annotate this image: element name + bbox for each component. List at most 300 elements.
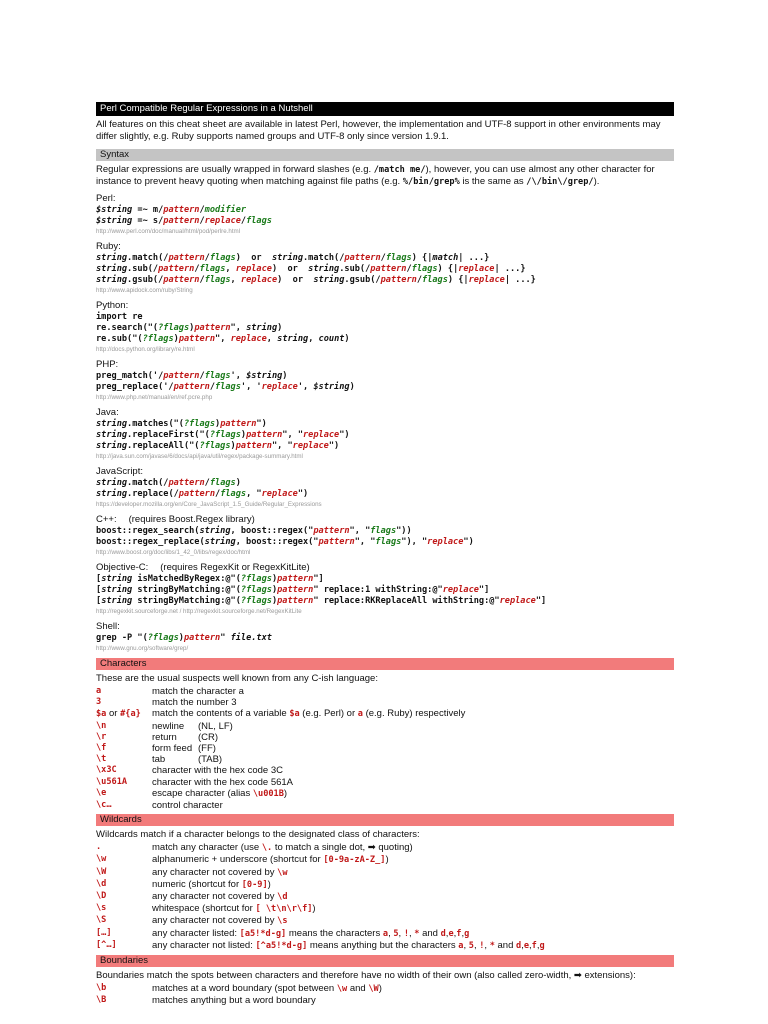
code-token: replace	[458, 264, 495, 274]
code-token: | ...}	[504, 275, 536, 285]
row-key	[96, 995, 152, 1006]
code-token: .gsub(/	[127, 275, 164, 285]
code-token: )	[349, 382, 355, 392]
code-token: pattern	[313, 526, 350, 536]
language-title	[96, 621, 674, 633]
code-token: string	[308, 264, 340, 274]
code-token: ',	[297, 382, 314, 392]
description-token: [0-9]	[241, 879, 268, 890]
code-token: flags	[209, 478, 236, 488]
key-token: \S	[96, 915, 107, 926]
code-token: pattern	[318, 537, 355, 547]
description-token: ,	[461, 927, 465, 939]
description-token: [ \t\n\r\f]	[255, 904, 313, 915]
description-token: control character	[152, 800, 223, 812]
code-line	[96, 441, 674, 452]
code-token: pattern	[163, 371, 200, 381]
language-block	[96, 621, 674, 653]
code-line	[96, 264, 674, 275]
row-key	[96, 854, 152, 866]
code-token: pattern	[344, 253, 381, 263]
code-token: /	[194, 264, 200, 274]
table-row	[96, 891, 545, 903]
key-token: $a	[96, 709, 107, 720]
description-token: match the character a	[152, 686, 244, 697]
code-token: /	[204, 478, 210, 488]
description-token: \W	[368, 984, 379, 995]
description-token: character with the hex code 561A	[152, 776, 294, 788]
code-token: replace	[240, 275, 278, 285]
code-token: pattern	[220, 419, 257, 429]
code-token: stringByMatching:@"(	[132, 596, 241, 606]
code-token: ) {|	[447, 275, 469, 285]
code-token: /	[406, 264, 412, 274]
code-line	[96, 596, 674, 607]
code-token: string	[96, 419, 128, 429]
code-token: replace	[235, 264, 272, 274]
code-token: pattern	[163, 205, 200, 215]
description-token: f	[531, 940, 537, 951]
code-line	[96, 430, 674, 441]
code-token: )	[240, 430, 247, 440]
key-token: a	[96, 686, 102, 696]
code-token: replace	[204, 216, 241, 226]
code-token: .match(/	[303, 253, 345, 263]
code-token: " replace:1 withString:@"	[313, 585, 443, 595]
code-line	[96, 382, 674, 393]
description-token: d	[440, 928, 446, 939]
code-token: pattern	[246, 430, 283, 440]
code-line	[96, 574, 674, 585]
code-token: [	[96, 574, 102, 584]
code-token: .replaceAll("(	[127, 441, 200, 451]
language-title	[96, 300, 674, 312]
description-token: ,	[473, 939, 480, 951]
section-heading-syntax: Syntax	[96, 149, 674, 161]
key-token: \w	[96, 854, 107, 865]
code-token: /	[204, 253, 210, 263]
code-token: replace	[230, 334, 267, 344]
code-token: ,	[266, 334, 278, 344]
code-line	[96, 312, 674, 323]
key-token: \r	[96, 731, 107, 742]
reference-link: http://www.perl.com/doc/manual/html/pod/perlre.html	[96, 228, 241, 235]
code-token: "), "	[401, 537, 428, 547]
language-block	[96, 514, 674, 557]
description-token: ,	[409, 927, 415, 939]
key-token: \s	[96, 903, 107, 914]
code-token: ",	[215, 334, 231, 344]
description-token: (e.g. Ruby) respectively	[362, 708, 466, 720]
row-key	[96, 708, 152, 720]
code-token: ,	[308, 334, 319, 344]
description-token: matches anything but a word boundary	[152, 995, 316, 1007]
language-block	[96, 466, 674, 509]
description-token: \d	[277, 892, 288, 903]
row-description	[152, 842, 545, 854]
language-name: C++:	[96, 514, 117, 525]
code-token: "]	[535, 596, 547, 606]
key-token: \d	[96, 878, 107, 889]
description-token: (TAB)	[198, 754, 223, 766]
code-token: .replaceFirst("(	[127, 430, 210, 440]
row-description	[152, 743, 465, 754]
code-line	[96, 526, 674, 537]
description-token: (CR)	[198, 731, 219, 743]
code-token: pattern	[380, 275, 417, 285]
row-key	[96, 754, 152, 765]
code-token: ", "	[349, 526, 371, 536]
language-name: Shell:	[96, 621, 120, 632]
description-token: and	[419, 927, 441, 939]
code-token: replace	[292, 441, 329, 451]
language-title	[96, 359, 674, 371]
key-token: \t	[96, 754, 107, 765]
description-token: \u001B	[252, 788, 284, 799]
language-block	[96, 241, 674, 295]
table-row	[96, 686, 465, 697]
code-token: ',	[230, 371, 247, 381]
code-token: /	[416, 275, 423, 285]
code-token: ?flags	[142, 334, 174, 344]
code-token: preg_replace('/	[96, 382, 174, 392]
code-token: file.txt	[230, 633, 272, 643]
description-token: and	[494, 939, 517, 951]
row-description	[152, 777, 465, 788]
language-name: Java:	[96, 407, 119, 418]
table-row	[96, 777, 465, 788]
code-token: )	[277, 323, 283, 333]
row-key	[96, 743, 152, 754]
code-token: flags	[209, 253, 236, 263]
key-token: \f	[96, 743, 107, 754]
description-token: \s	[277, 916, 288, 927]
code-token: )	[282, 371, 288, 381]
code-line	[96, 216, 674, 227]
code-token: pattern	[158, 264, 195, 274]
language-title	[96, 514, 674, 526]
code-token: /	[199, 275, 205, 285]
reference-link: http://java.sun.com/javase/6/docs/api/java/util/regex/package-summary.html	[96, 453, 303, 460]
row-description	[152, 800, 465, 811]
code-token: string	[271, 253, 303, 263]
description-token: means anything but the characters	[307, 939, 459, 951]
code-token: pattern	[183, 633, 221, 643]
description-token: match the contents of a variable	[152, 708, 290, 720]
code-token: string	[96, 489, 128, 499]
row-description	[152, 915, 545, 927]
language-name: Ruby:	[96, 241, 121, 252]
code-token: string	[96, 275, 128, 285]
syntax-desc-text-1: Regular expressions are usually wrapped in forward slashes (e.g.	[96, 164, 374, 175]
language-name: PHP:	[96, 359, 119, 370]
syntax-desc-code-3: /\/bin\/grep/	[526, 177, 594, 187]
section-heading-wildcards: Wildcards	[96, 814, 674, 826]
row-key	[96, 915, 152, 927]
code-token: flags	[215, 382, 241, 392]
table-row	[96, 697, 465, 708]
description-token: ,	[453, 927, 457, 939]
code-token: ")	[339, 430, 350, 440]
code-token: =~ s/	[132, 216, 164, 226]
row-key	[96, 697, 152, 708]
row-key	[96, 879, 152, 891]
code-token: " replace:RKReplaceAll withString:@"	[313, 596, 500, 606]
code-line	[96, 633, 674, 644]
description-token: g	[464, 928, 470, 939]
row-description	[152, 867, 545, 879]
table-row	[96, 983, 382, 995]
code-token: "]	[313, 574, 324, 584]
code-token: .match(/	[127, 253, 169, 263]
code-token: replace	[261, 382, 298, 392]
code-token: ?flags	[183, 419, 216, 429]
description-token: \w	[277, 867, 288, 878]
description-token: )	[312, 903, 316, 915]
table-row	[96, 867, 545, 879]
key-token: \u561A	[96, 776, 128, 787]
code-token: /	[199, 205, 205, 215]
description-token: g	[539, 940, 545, 951]
reference-link: http://www.boost.org/doc/libs/1_42_0/libs/regex/doc/html	[96, 549, 251, 556]
code-token: ?flags	[147, 633, 179, 643]
code-token: ,	[225, 264, 236, 274]
description-token: a	[458, 940, 464, 951]
wildcards-table	[96, 842, 545, 952]
code-token: preg_match('/	[96, 371, 164, 381]
code-line	[96, 323, 674, 334]
table-row	[96, 879, 545, 891]
description-token: ,	[529, 939, 532, 951]
description-token: [0-9a-zA-Z_]	[323, 855, 386, 866]
description-token: ,	[445, 927, 449, 939]
code-line	[96, 585, 674, 596]
code-token: pattern	[277, 574, 314, 584]
code-token: stringByMatching:@"(	[132, 585, 241, 595]
description-token: (FF)	[198, 743, 216, 755]
row-key	[96, 891, 152, 903]
row-key	[96, 788, 152, 800]
code-token: pattern	[163, 216, 200, 226]
code-token: replace	[427, 537, 464, 547]
reference-link: https://developer.mozilla.org/en/Core_JavaScript_1.5_Guide/Regular_Expressions	[96, 501, 322, 508]
code-token: flags	[204, 371, 231, 381]
code-line	[96, 275, 674, 286]
reference-link: http://www.php.net/manual/en/ref.pcre.php	[96, 394, 213, 401]
description-token: (e.g. Perl) or	[299, 708, 358, 720]
code-token: replace	[468, 275, 505, 285]
code-token: $string	[246, 371, 283, 381]
description-token: [^a5!*d-g]	[255, 940, 308, 951]
characters-table	[96, 686, 465, 811]
table-row	[96, 754, 465, 765]
description-token: ,	[536, 939, 540, 951]
description-token: d	[516, 940, 522, 951]
code-token: ", "	[282, 430, 303, 440]
description-token: form feed	[152, 743, 193, 755]
table-row	[96, 765, 465, 776]
description-token: any character listed:	[152, 927, 240, 939]
description-token: e	[523, 940, 530, 951]
code-line	[96, 478, 674, 489]
table-row	[96, 995, 382, 1006]
description-token: )	[378, 983, 382, 995]
code-token: ', '	[240, 382, 262, 392]
row-description	[152, 708, 465, 720]
code-token: , boost::regex("	[230, 526, 314, 536]
code-token: string	[96, 441, 128, 451]
table-row	[96, 788, 465, 800]
code-token: boost::regex_replace(	[96, 537, 205, 547]
code-line	[96, 205, 674, 216]
description-token: !	[403, 928, 409, 939]
description-token: means the characters	[286, 927, 383, 939]
table-row	[96, 940, 545, 952]
code-token: .match(/	[127, 478, 169, 488]
section-heading-characters: Characters	[96, 658, 674, 670]
row-description	[152, 754, 465, 765]
code-line	[96, 489, 674, 500]
language-name: JavaScript:	[96, 466, 143, 477]
description-token: numeric (shortcut for	[152, 878, 242, 890]
row-description	[152, 928, 545, 940]
key-token: .	[96, 842, 102, 853]
code-token: =~ m/	[132, 205, 164, 215]
description-token: ,	[388, 927, 394, 939]
language-note: (requires Boost.Regex library)	[128, 514, 255, 525]
table-row	[96, 708, 465, 720]
description-token: match any character (use	[152, 842, 262, 854]
row-description	[152, 721, 465, 732]
content-column	[96, 102, 674, 1009]
syntax-description	[96, 164, 674, 188]
language-block	[96, 562, 674, 616]
table-row	[96, 903, 545, 915]
language-block	[96, 193, 674, 236]
code-token: flags	[370, 526, 397, 536]
row-key	[96, 777, 152, 788]
reference-link: http://regexkit.sourceforge.net / http://regexkit.sourceforge.net/RegexKitLite	[96, 608, 302, 615]
code-token: [	[96, 585, 102, 595]
boundaries-intro: Boundaries match the spots between characters and therefore have no width of their own (also called zero-width, ➡ extensions):	[96, 970, 636, 982]
language-examples	[96, 193, 674, 653]
row-description	[152, 765, 465, 776]
code-token: ",	[230, 323, 247, 333]
code-token: ")	[297, 489, 309, 499]
code-token: flags	[199, 264, 226, 274]
row-key	[96, 686, 152, 697]
row-description	[152, 788, 465, 800]
row-description	[152, 903, 545, 915]
code-token: ) {|	[411, 253, 433, 263]
description-token: and	[347, 983, 369, 995]
code-token: string	[101, 596, 133, 606]
description-token: )	[283, 787, 288, 799]
description-token: )	[267, 878, 271, 890]
key-token: [^…]	[96, 939, 117, 950]
description-token: \.	[261, 843, 273, 854]
code-token: string	[96, 478, 128, 488]
description-token: ,	[398, 927, 404, 939]
code-token: | ...}	[494, 264, 526, 274]
code-token: pattern	[163, 275, 200, 285]
row-key	[96, 928, 152, 940]
code-token: "]	[478, 585, 490, 595]
code-token: | ...}	[458, 253, 490, 263]
code-token: .sub(/	[127, 264, 159, 274]
code-token: ?flags	[240, 574, 272, 584]
language-name: Python:	[96, 300, 129, 311]
code-token: flags	[422, 275, 448, 285]
section-heading-boundaries: Boundaries	[96, 955, 674, 967]
code-token: replace	[261, 489, 298, 499]
code-line	[96, 537, 674, 548]
code-token: )	[235, 478, 241, 488]
description-token: any character not listed:	[152, 939, 256, 951]
description-token: *	[489, 940, 495, 951]
description-token: ,	[463, 939, 469, 951]
row-key	[96, 983, 152, 995]
key-token: \c…	[96, 800, 112, 811]
row-description	[152, 697, 465, 708]
key-token: \D	[96, 891, 107, 902]
row-description	[152, 686, 465, 697]
code-token: pattern	[194, 323, 231, 333]
description-token: to match a single dot, ➡ quoting)	[272, 842, 413, 854]
table-row	[96, 928, 545, 940]
language-title	[96, 407, 674, 419]
language-block	[96, 407, 674, 461]
code-token: pattern	[235, 441, 272, 451]
code-token: pattern	[178, 489, 216, 499]
code-token: string	[277, 334, 309, 344]
code-token: replace	[442, 585, 479, 595]
code-token: replace	[303, 430, 340, 440]
syntax-desc-text-4: ).	[593, 176, 600, 187]
reference-link: http://docs.python.org/library/re.html	[96, 346, 195, 353]
code-token: flags	[385, 253, 412, 263]
description-token: tab	[152, 754, 166, 766]
code-token: ")	[328, 441, 340, 451]
row-key	[96, 842, 152, 854]
row-key	[96, 765, 152, 776]
intro-paragraph: All features on this cheat sheet are available in latest Perl, however, the implementation and UTF-8 support in other environments may differ slightly, e.g. Ruby supports named groups and UTF-8 only since version 1.9.1.	[96, 119, 661, 142]
description-token: alphanumeric + underscore (shortcut for	[152, 854, 324, 866]
key-token: or	[106, 708, 121, 720]
code-token: ,	[230, 275, 241, 285]
row-description	[152, 879, 545, 891]
description-token: character with the hex code 3C	[152, 765, 283, 777]
code-token: grep -P "(	[96, 633, 148, 643]
code-line	[96, 334, 674, 345]
description-token: ,	[521, 939, 524, 951]
code-token: )	[271, 596, 278, 606]
code-token: .matches("(	[127, 419, 184, 429]
code-token: import re	[96, 312, 143, 322]
language-title	[96, 466, 674, 478]
row-description	[152, 891, 545, 903]
language-title	[96, 193, 674, 205]
code-token: re.sub("(	[96, 334, 143, 344]
code-token: isMatchedByRegex:@"(	[132, 574, 241, 584]
code-token: $string	[96, 216, 133, 226]
code-token: ) or	[235, 253, 272, 263]
description-token: 5	[468, 940, 474, 951]
description-token: *	[414, 928, 420, 939]
code-token: pattern	[168, 478, 205, 488]
table-row	[96, 743, 465, 754]
code-token: $string	[313, 382, 350, 392]
